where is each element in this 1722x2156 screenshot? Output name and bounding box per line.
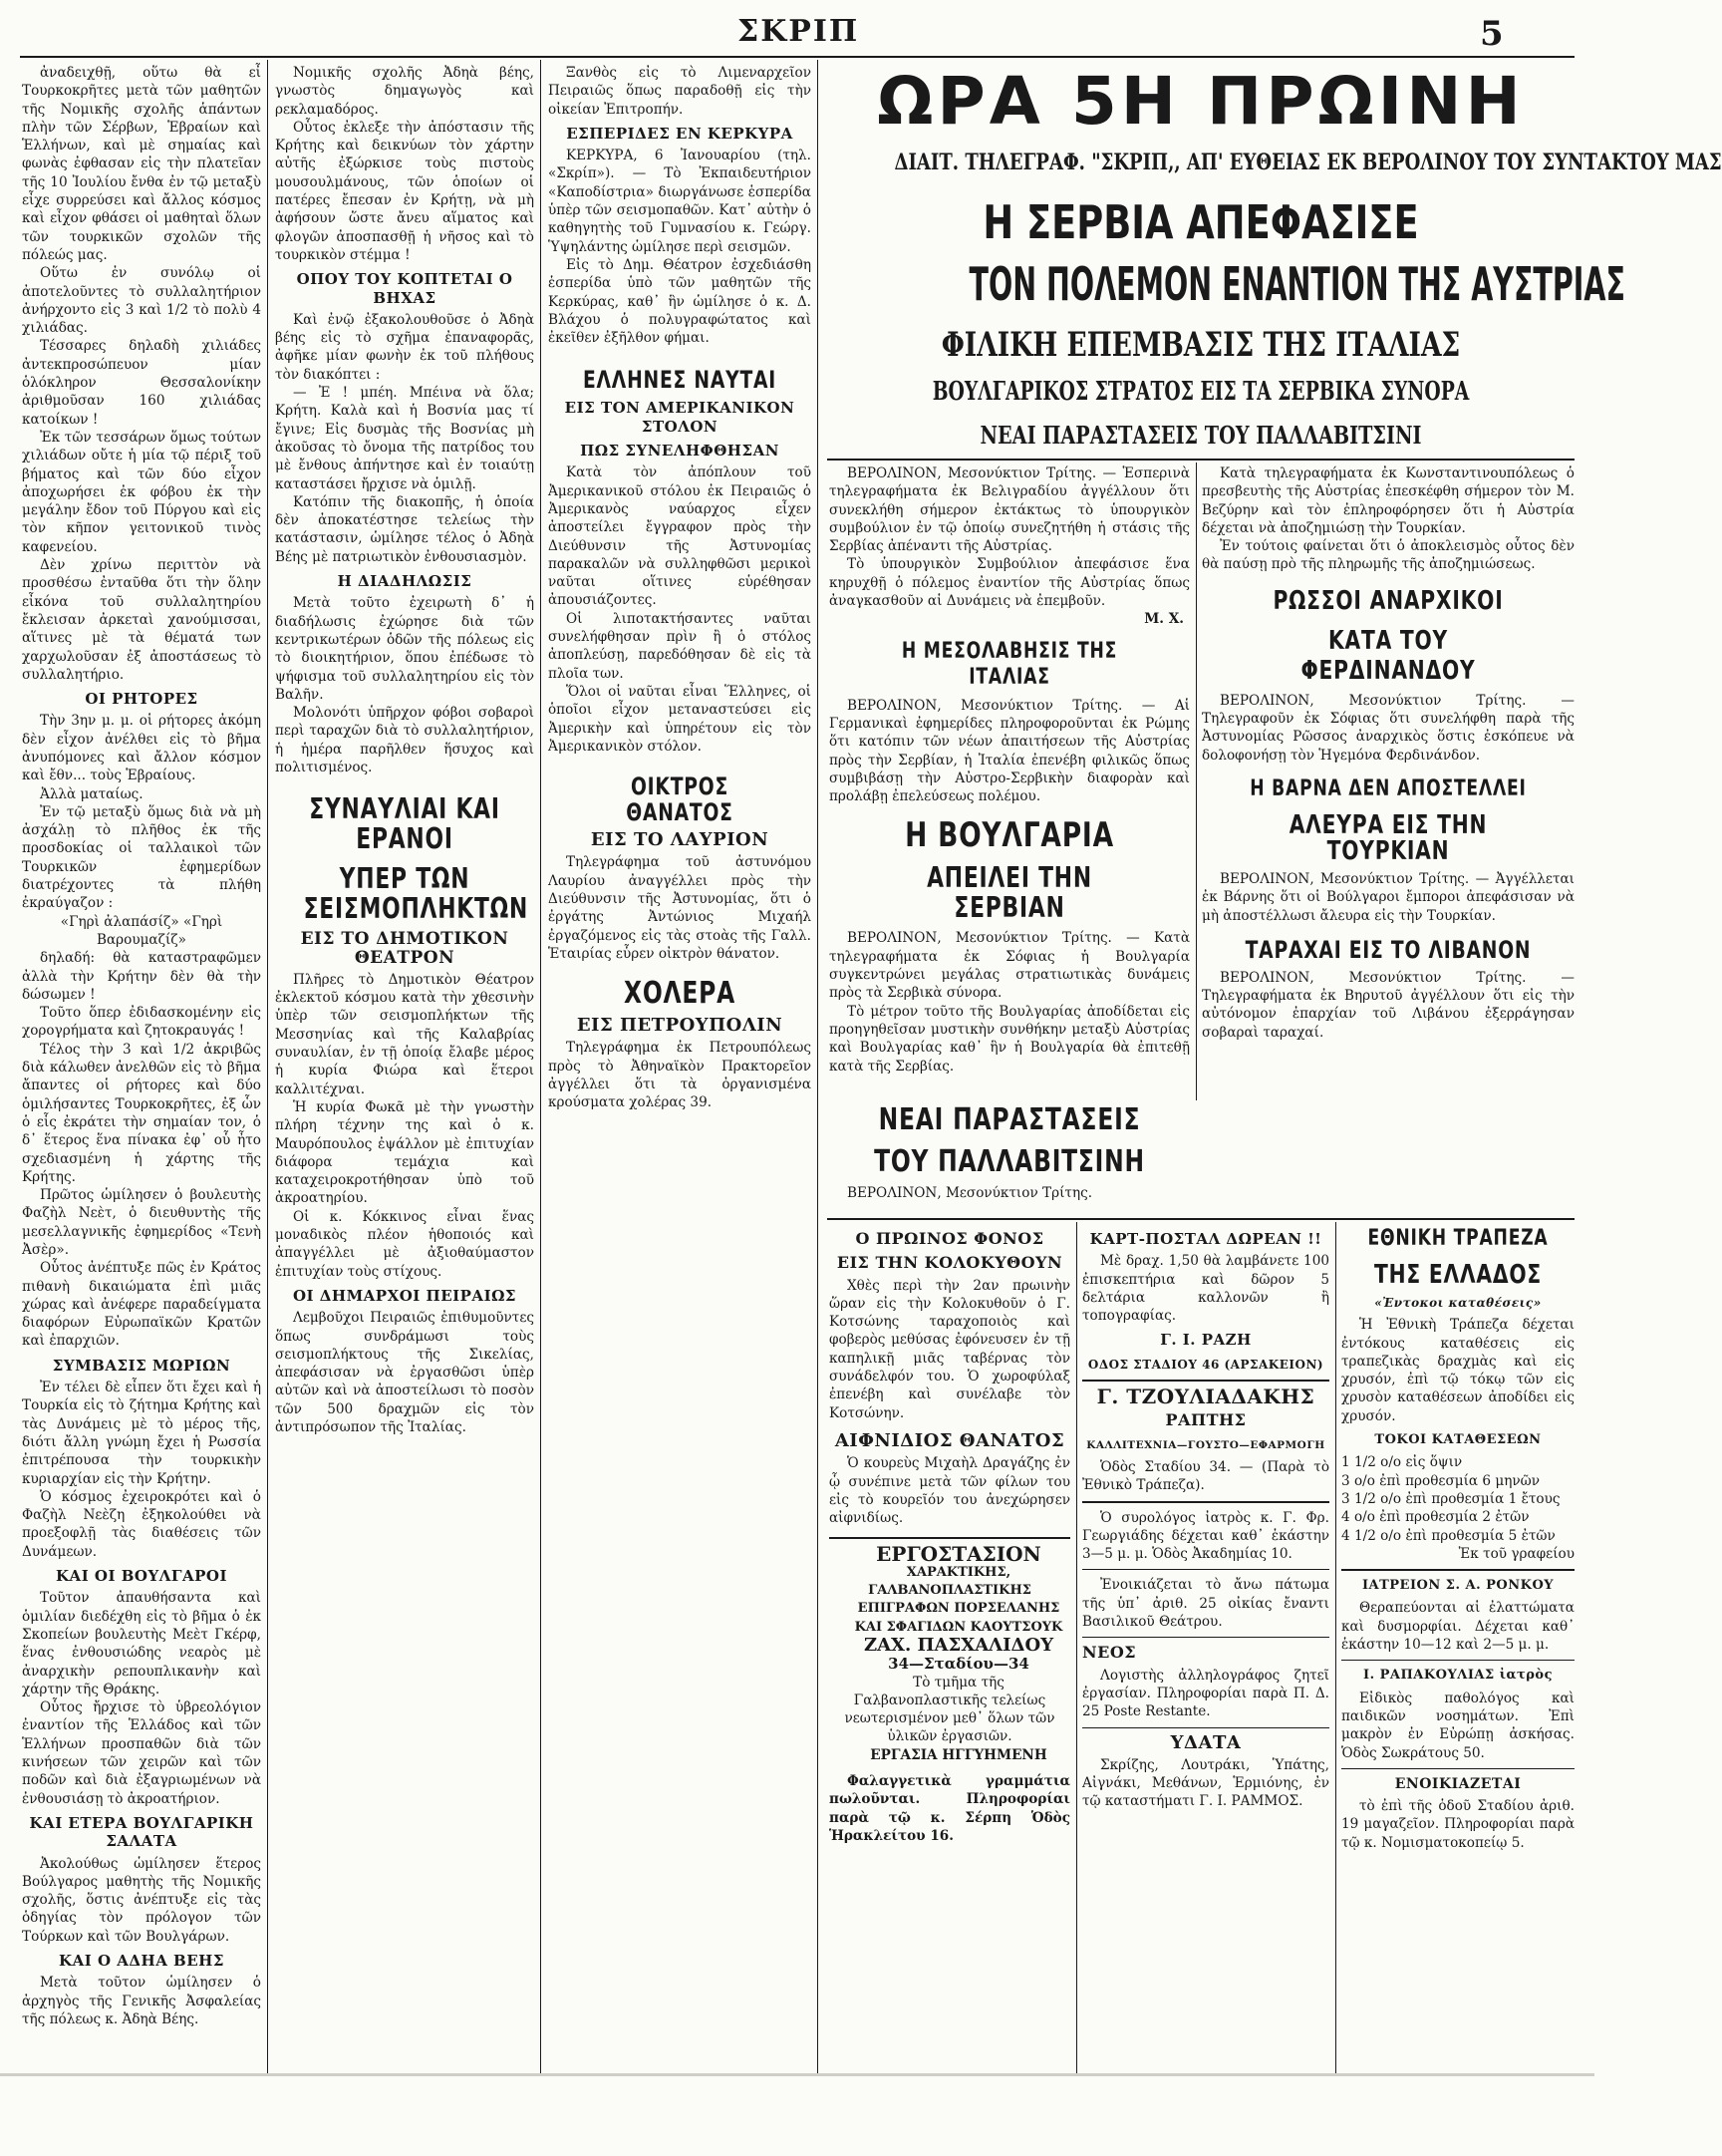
section-heading: ΚΑΡΤ-ΠΟΣΤΑΛ ΔΩΡΕΑΝ !! [1089,1230,1322,1248]
page-number: 5 [1480,14,1504,54]
section-heading: ΟΔΟΣ ΣΤΑΔΙΟΥ 46 (ΑΡΣΑΚΕΙΟΝ) [1087,1357,1324,1372]
column-divider [540,60,541,2073]
article-paragraph: Οὗτος ἀνέπτυξε πῶς ἐν Κράτος πιθανὴ δικαιώματα ἐπὶ μιᾶς χώρας καὶ ἀνέφερε παραδείγματα διαφόρων Εὐρωπαϊκῶν Κρατῶν καὶ ἐπαρχιῶν. [22,1260,261,1350]
rate-row: 3 1/2 ο/ο ἐπὶ προθεσμία 1 ἔτους [1341,1490,1561,1507]
section-heading: ΟΙ ΡΗΤΟΡΕΣ [85,690,198,709]
article-paragraph: Δὲν χρίνω περιττὸν νὰ προσθέσω ἐνταῦθα ὅτι τὴν ὅλην εἶκόνα τοῦ συλλαλητηρίου ἔκλεισαν ἀρκεταὶ χανούμισσαι, αἵτινες μὲ τὰ θέματά των χαρχωλοῦσαν ἐξ ἀποστάσεως τὸ συλλαλητήριο. [22,557,261,683]
article-headline: ΡΩΣΣΟΙ ΑΝΑΡΧΙΚΟΙ [1273,585,1504,616]
rate-row: 4 1/2 ο/ο ἐπὶ προθεσμία 5 ἐτῶν [1341,1527,1556,1544]
article-paragraph: Τοῦτο ὅπερ ἐδιδασκομένην εἰς χορογρήματα καὶ ζητοκραυγάς ! [22,1005,261,1040]
section-heading: ΑΙΦΝΙΔΙΟΣ ΘΑΝΑΤΟΣ [834,1429,1065,1451]
article-paragraph: Χθὲς περὶ τὴν 2αν πρωινὴν ὥραν εἰς τὴν Κολοκυθοῦν ὁ Γ. Κοτσώνης ταραχοποιὸς καὶ φοβερὸς μεθύσας ἐφόνευσεν ἐν τῇ καπηλικῇ μιᾶς ταβέρνας τὸν συνάδελφόν του. Ὁ χωροφύλαξ ἐπενέβη καὶ συνέλαβε τὸν Κοτσώνην. [829,1277,1070,1421]
article-headline: ΣΥΝΑΥΛΙΑΙ ΚΑΙ ΕΡΑΝΟΙ [309,792,500,856]
article-headline: ΧΟΛΕΡΑ [624,976,735,1012]
article-headline: ΕΘΝΙΚΗ ΤΡΑΠΕΖΑ [1367,1226,1549,1251]
article-paragraph: Τοῦτον ἀπαυθήσαντα καὶ ὁμιλίαν διεδέχθη εἰς τὸ βῆμα ὁ ἐκ Σκοπείων βουλευτὴς Μεὲτ Γκέρφ, ἕνας ἐνθουσιώδης νεαρὸς μὲ ἀναρχικὴν ρεπουπλικανὴν καὶ χάρτην τῆς Θράκης. [22,1590,261,1697]
headline-rule [827,459,1575,461]
classified: Εἰδικὸς παθολόγος καὶ παιδικῶν νοσημάτων. Ἐπὶ μακρὸν ἐν Εὐρώπῃ ἀσκήσας. Ὁδὸς Σωκράτους 50. [1341,1690,1575,1761]
column-divider [1196,462,1197,1100]
section-heading: ΚΑΙ ΟΙ ΒΟΥΛΓΑΡΟΙ [56,1567,227,1586]
workshop-ad [829,1537,1070,1764]
article-paragraph: Πρῶτος ὡμίλησεν ὁ βουλευτὴς Φαζὴλ Νεὲτ, ὁ διευθυντὴς τῆς μεσελλαγνικῆς ἐφημερίδος «Τενὴ Ἀσὲρ». [22,1187,261,1258]
ad-text: Ἐκ τοῦ γραφείου [1458,1545,1575,1562]
ad-owner: ΖΑΧ. ΠΑΣΧΑΛΙΔΟΥ [863,1634,1054,1656]
article-paragraph: Τὴν 3ην μ. μ. οἱ ρήτορες ἀκόμη δὲν εἶχον ἀνέλθει εἰς τὸ βῆμα ἀνυπόμονες καὶ ἄλλον κόσμον καὶ ἔθν... τοὺς Ἑβραίους. [22,713,261,784]
article-headline: ΕΛΛΗΝΕΣ ΝΑΥΤΑΙ [582,366,777,395]
article-paragraph: ΒΕΡΟΛΙΝΟΝ, Μεσονύκτιον Τρίτης. — Τηλεγραφοῦν ἐκ Σόφιας ὅτι συνελήφθη παρὰ τῆς Ἀστυνομίας Ρῶσσος ἀναρχικὸς ὅστις ἐσκόπευε νὰ δολοφονήσῃ τὸν Ἡγεμόνα Φερδινάνδον. [1202,692,1575,764]
ad-line: ΧΑΡΑΚΤΙΚΗΣ, ΓΑΛΒΑΝΟΠΛΑΣΤΙΚΗΣ [868,1564,1031,1599]
classified: Ὁ συρολόγος ἰατρὸς κ. Γ. Φρ. Γεωργιάδης δέχεται καθ᾽ ἑκάστην 3—5 μ. μ. Ὁδὸς Ἀκαδημίας 10. [1082,1509,1329,1563]
article-paragraph: Κατόπιν τῆς διακοπῆς, ἡ ὁποία δὲν ἀποκατέστησε τελείως τὴν κατάστασιν, ὡμίλησε τέλος ὁ Ἀδηὰ Βέης μὲ πατριωτικὸν ἐνθουσιασμὸν. [275,493,534,565]
section-heading: ΕΣΠΕΡΙΔΕΣ ΕΝ ΚΕΡΚΥΡΑ [566,124,793,143]
article-paragraph: Καὶ ἐνῷ ἐξακολουθοῦσε ὁ Ἀδηὰ βέης εἰς τὸ σχῆμα ἐπαναφορᾶς, ἀφῆκε μίαν φωνὴν ἐκ τοῦ πλήθους τὸν διακόπτει : [275,311,534,383]
ad-text: ΕΡΓΑΣΙΑ ΗΓΓΥΗΜΕΝΗ [870,1746,1047,1763]
lower-column-left [829,1224,1070,2071]
section-heading: ΡΑΠΤΗΣ [1165,1410,1247,1430]
article-paragraph: Τέλος τὴν 3 καὶ 1/2 ἀκριβῶς διὰ κάλωθεν ἀνελθῶν εἰς τὸ βῆμα ἄπαντες οἱ ρήτορες καὶ δύο ὁμιλήσαντες Τουρκοκρῆτες, ἐξ ὧν ὁ εἷς ἐκράτει τὴν σημαίαν τον, ὁ δ᾽ ἕτερος ἕνα πίνακα ἐφ᾽ οὗ ἦτο σχεδιασμένη ἡ χάρτης τῆς Κρήτης. [22,1041,261,1185]
article-paragraph: Οὗτος ἤρχισε τὸ ὑβρεολόγιον ἐναντίον τῆς Ἑλλάδος καὶ τῶν Ἑλλήνων προσπαθῶν διὰ τῶν κινήσεων τῶν χειρῶν καὶ τῶν ποδῶν καὶ διὰ ἐξαγριωμένων νὰ ἐνθουσιάσῃ τὸ ἀκροατήριον. [22,1699,261,1807]
article-headline: Η ΜΕΣΟΛΑΒΗΣΙΣ ΤΗΣ ΙΤΑΛΙΑΣ [901,638,1118,690]
article-paragraph: Ἐν τούτοις φαίνεται ὅτι ὁ ἀποκλεισμὸς οὗτος δὲν θὰ παύσῃ πρὸ τῆς πληρωμῆς τῆς ἀποζημιώσεως. [1202,538,1575,573]
section-heading: «Ἐντοκοι καταθέσεις» [1374,1296,1542,1310]
lower-column-middle [1082,1224,1329,2071]
column-3 [548,64,811,2067]
article-paragraph: — Ἐ ! μπέη. Μπέινα νὰ ὅλα; Κρήτη. Καλὰ καὶ ἡ Βοσνία μας τί ἔγινε; Εἰς δυσμὰς τῆς Βοσνίας μὴ ἀκοῦσας τὸ ὄνομα τῆς πατρίδος του μὲ ἔνθους ἀπήντησε καὶ ἐν τοιαύτῃ καταστάσει ἤρχισε νὰ ὁμιλῇ. [275,385,534,492]
column-2 [275,64,534,2067]
article-paragraph: ΒΕΡΟΛΙΝΟΝ, Μεσονύκτιον Τρίτης. — Ἀγγέλλεται ἐκ Βάρνης ὅτι οἱ Βούλγαροι ἔμποροι ἀπεφάσισαν νὰ μὴ ἀποστέλλωσι ἄλευρα εἰς τὴν Τουρκίαν. [1202,870,1575,924]
article-paragraph: Οἱ λιποτακτήσαντες ναῦται συνελήφθησαν πρὶν ἢ ὁ στόλος ἀποπλεύσῃ, παρεδόθησαν δὲ εἰς τὰ πλοῖα των. [548,610,811,682]
article-paragraph: Τὸ ὑπουργικὸν Συμβούλιον ἀπεφάσισε ἕνα κηρυχθῇ ὁ πόλεμος ἐναντίον τῆς Αὐστρίας ὅπως ἀναγκασθοῦν αἱ Δυνάμεις νὰ ἐπεμβοῦν. [829,556,1190,610]
article-paragraph: Ὁ κουρεὺς Μιχαὴλ Δραγάζης ἐν ᾧ συνέπινε μετὰ τῶν φίλων του εἰς τὸ κουρεῖόν του ἀνεχώρησεν αἰφνιδίως. [829,1455,1070,1527]
article-paragraph: ΚΕΡΚΥΡΑ, 6 Ἰανουαρίου (τηλ. «Σκρίπ»). — Τὸ Ἐκπαιδευτήριον «Καποδίστρια» διωργάνωσε ἑσπερίδα ὑπὲρ τῶν σεισμοπαθῶν. Κατ᾽ αὐτὴν ὁ καθηγητὴς τοῦ Γυμνασίου κ. Γεώργ. Ὑψηλάντης ὡμίλησε περὶ σεισμῶν. [548,148,811,255]
column-1 [22,64,261,2067]
main-headline-1: Η ΣΕΡΒΙΑ ΑΠΕΦΑΣΙΣΕ [983,195,1419,249]
article-paragraph: Ἐν τέλει δὲ εἶπεν ὅτι ἔχει καὶ ἡ Τουρκία εἰς τὸ ζήτημα Κρήτης καὶ τὰς Δυνάμεις μὲ τὸ μέρος τῆς, διότι ἄλλη γνώμη ἔχει ἡ Ρωσσία ἐπιτρέπουσα τὴν τουρκικὴν κυριαρχίαν εἰς τὴν Κρήτην. [22,1380,261,1487]
article-headline: ΤΗΣ ΕΛΛΑΔΟΣ [1373,1260,1543,1290]
section-heading: Ο ΠΡΩΙΝΟΣ ΦΟΝΟΣ [855,1229,1044,1248]
article-paragraph: Μολονότι ὑπῆρχον φόβοι σοβαροὶ περὶ ταραχῶν διὰ τὸ συλλαλητήριον, ἡ ἡμέρα παρῆλθεν ἥσυχος καὶ πολιτισμένος. [275,705,534,775]
article-paragraph: Τηλεγράφημα τοῦ ἀστυνόμου Λαυρίου ἀναγγέλλει πρὸς τὴν Διεύθυνσιν τῆς Ἀστυνομίας, ὅτι ὁ ἐργάτης Ἀντώνιος Μιχαήλ ἐργαζόμενος εἰς τὰς στοὰς τῆς Γαλλ. Ἑταιρίας εὗρεν οἰκτρὸν θάνατον. [548,854,811,962]
article-paragraph: Ὅλοι οἱ ναῦται εἶναι Ἕλληνες, οἱ ὁποῖοι εἶχον μεταναστεύσει εἰς Ἀμερικὴν καὶ ὑπηρέτουν εἰς τὸν Ἀμερικανικὸν στόλον. [548,683,811,755]
article-headline: ΑΛΕΥΡΑ ΕΙΣ ΤΗΝ ΤΟΥΡΚΙΑΝ [1289,809,1488,866]
article-paragraph: ΒΕΡΟΛΙΝΟΝ, Μεσονύκτιον Τρίτης. — Ἑσπερινὰ τηλεγραφήματα ἐκ Βελιγραδίου ἀγγέλλουν ὅτι συνεκλήθη σήμερον ἐκτάκτως τὸ ὑπουργικὸν συμβούλιον ἐν τῷ ὁποίῳ συνεζητήθη ἡ στάσις τῆς Σερβίας ἀπέναντι τῆς Αὐστρίας. [829,465,1190,555]
article-paragraph: Νομικῆς σχολῆς Ἀδηὰ βέης, γνωστὸς δημαγωγὸς καὶ ρεκλαμαδόρος. [275,65,534,118]
section-heading: ΙΑΤΡΕΙΟΝ Σ. Α. ΡΟΝΚΟΥ [1361,1578,1555,1594]
section-heading: ΟΙ ΔΗΜΑΡΧΟΙ ΠΕΙΡΑΙΩΣ [292,1286,517,1305]
section-heading: ΕΙΣ ΠΕΤΡΟΥΠΟΛΙΝ [576,1015,783,1037]
article-paragraph: Ξανθὸς εἰς τὸ Λιμεναρχεῖον Πειραιῶς ὅπως παραδοθῇ εἰς τὴν οἰκείαν Ἐπιτροπήν. [548,65,811,118]
serbia-column-left [829,464,1190,1102]
column-divider [1076,1222,1077,2073]
section-heading: ΚΑΙ Ο ΑΔΗΑ ΒΕΗΣ [59,1951,224,1970]
masthead-rule [20,56,1575,58]
article-paragraph: «Γηρὶ ἀλαπάσίζ» «Γηρὶ Βαρουμαζίζ» [60,913,223,948]
article-paragraph: Μετὰ τοῦτον ὡμίλησεν ὁ ἀρχηγὸς τῆς Γενικῆς Ἀσφαλείας τῆς πόλεως κ. Ἀδηὰ Βέης. [22,1975,261,2027]
article-headline: ΑΠΕΙΛΕΙ ΤΗΝ ΣΕΡΒΙΑΝ [927,861,1092,925]
article-paragraph: Οἱ κ. Κόκκινος εἶναι ἕνας μοναδικὸς πλέον ἡθοποιός καὶ ἀπαγγέλλει μὲ ἀξιοθαύμαστον ἐπιτυχίαν τοὺς στίχους. [275,1208,534,1280]
article-paragraph: Ἀλλὰ ματαίως. [40,785,144,802]
newspaper-title: ΣΚΡΙΠ [737,14,860,49]
classified: Ἐνοικιάζεται τὸ ἄνω πάτωμα τῆς ὑπ᾽ ἀριθ. 25 οἰκίας ἔναντι Βασιλικοῦ Θεάτρου. [1082,1577,1329,1631]
article-paragraph: Κατὰ τηλεγραφήματα ἐκ Κωνσταντινουπόλεως ὁ πρεσβευτὴς τῆς Αὐστρίας ἐπεσκέφθη σήμερον τὸν Μ. Βεζύρην καὶ τὸν ἐπληροφόρησεν ὅτι ἡ Αὐστρία δέχεται νὰ ἀποζημιώσῃ τὴν Τουρκίαν. [1202,465,1575,536]
ad-title: ΕΡΓΟΣΤΑΣΙΟΝ [876,1542,1041,1567]
article-paragraph: Οὗτος ἐκλεξε τὴν ἀπόστασιν τῆς Κρήτης καὶ δεικνύων τὸν χάρτην αὐτῆς ἐξώρκισε τοὺς πιστοὺς μουσουλμάνους, τῶν ὁποίων οἱ πατέρες ἔπεσαν ἐν Κρήτῃ, νὰ μὴ ἀφήσουν ὥστε ἄνευ αἵματος καὶ φλογῶν ἀποσπασθῇ ἡ νῆσος καὶ τὸ τουρκικὸν στέμμα ! [275,119,534,263]
article-headline: ΤΟΥ ΠΑΛΛΑΒΙΤΣΙΝΗ [874,1144,1145,1179]
article-headline: Η ΒΟΥΛΓΑΡΙΑ [905,815,1114,856]
article-paragraph: Ἡ κυρία Φωκᾶ μὲ τὴν γνωστὴν πλήρη τέχνην της καὶ ὁ κ. Μαυρόπουλος ἐψάλλον μὲ ἐπιτυχίαν διάφορα τεμάχια καὶ καταχειροκροτήθησαν ὑπὸ τοῦ ἀκροατηρίου. [275,1098,534,1207]
article-paragraph: Ἐν τῷ μεταξὺ ὅμως διὰ νὰ μὴ ἀσχάλῃ τὸ πλῆθος ἐκ τῆς προσδοκίας οἱ ταλλαικοὶ τῶν Τουρκικῶν ἐφημερίδων διατρέχοντες τὰ πλήθη ἐκραύγαζον : [22,803,261,912]
ad-text: Μὲ δραχ. 1,50 θὰ λαμβάνετε 100 ἐπισκεπτήρια καὶ δῶρον 5 δελτάρια καλλονῶν ἢ τοπογραφίας. [1082,1253,1329,1325]
article-paragraph: ΒΕΡΟΛΙΝΟΝ, Μεσονύκτιον Τρίτης. — Αἱ Γερμανικαὶ ἐφημερίδες πληροφοροῦνται ἐκ Ρώμης ὅτι κατόπιν τῶν νέων ἀπαιτήσεων τῆς Αὐστρίας πρὸς τὴν Σερβίαν, ἡ Ἰταλία ἐπενέβη φιλικῶς ὅπως συμβιβάσῃ τὴν Αὐστρο-Σερβικὴν διαφορὰν καὶ προλάβῃ ἐπελεύσεως πολέμου. [829,697,1190,805]
section-heading: ΟΠΟΥ ΤΟΥ ΚΟΠΤΕΤΑΙ Ο ΒΗΧΑΣ [296,270,513,307]
section-heading: ΕΙΣ ΤΟ ΔΗΜΟΤΙΚΟΝ ΘΕΑΤΡΟΝ [300,929,509,968]
page-fold [0,2073,1594,2076]
section-heading: ΝΕΟΣ [1082,1643,1137,1663]
article-headline: ΟΙΚΤΡΟΣ ΘΑΝΑΤΟΣ [626,772,733,827]
main-headline-3: ΦΙΛΙΚΗ ΕΠΕΜΒΑΣΙΣ ΤΗΣ ΙΤΑΛΙΑΣ [941,325,1461,365]
main-headline-2: ΤΟΝ ΠΟΛΕΜΟΝ ΕΝΑΝΤΙΟΝ ΤΗΣ ΑΥΣΤΡΙΑΣ [969,257,1625,311]
classified: Λογιστὴς ἀλληλογράφος ζητεῖ ἐργασίαν. Πληροφορίαι παρὰ Π. Δ. 25 Poste Restante. [1082,1667,1329,1720]
column-divider [1335,1222,1336,2073]
rate-row: 4 ο/ο ἐπὶ προθεσμία 2 ἐτῶν [1341,1509,1530,1526]
article-headline: ΚΑΤΑ ΤΟΥ ΦΕΡΔΙΝΑΝΔΟΥ [1300,625,1476,686]
column-divider [267,60,268,2073]
section-heading: Γ. ΤΖΟΥΛΙΑΔΑΚΗΣ [1096,1385,1315,1409]
rate-row: 1 1/2 ο/ο εἰς ὅψιν [1341,1454,1463,1471]
article-headline: ΤΑΡΑΧΑΙ ΕΙΣ ΤΟ ΛΙΒΑΝΟΝ [1245,935,1532,964]
top-headline: ΩΡΑ 5Η ΠΡΩΙΝΗ [877,63,1525,140]
article-headline: ΥΠΕΡ ΤΩΝ ΣΕΙΣΜΟΠΛΗΚΤΩΝ [303,862,529,926]
signature: Μ. Χ. [1144,611,1184,628]
article-paragraph: ΒΕΡΟΛΙΝΟΝ, Μεσονύκτιον Τρίτης. — Κατὰ τηλεγραφήματα ἐκ Σόφιας ἡ Βουλγαρία συγκεντρώνει μεγάλας στρατιωτικὰς δυνάμεις πρὸς τὰ Σερβικὰ σύνορα. [829,930,1190,1002]
article-paragraph: Κατὰ τὸν ἀπόπλουν τοῦ Ἀμερικανικοῦ στόλου ἐκ Πειραιῶς ὁ Ἀμερικανὸς ναύαρχος εἶχεν ἀποστείλει ἔγγραφον πρὸς τὴν Διεύθυνσιν τῆς Ἀστυνομίας παρακαλῶν νὰ συλληφθῶσι μερικοὶ ναῦται οἵτινες εὑρέθησαν ἀπουσιάζοντες. [548,464,811,609]
article-paragraph: Ἐκ τῶν τεσσάρων ὅμως τούτων χιλιάδων οὔτε ἡ μία τῷ πέριξ τοῦ βήματος καὶ τῶν δύο εἶχον ἀποχωρήσει ἐκ φόβου ἐκ τὴν μεγάλην ἔδον τοῦ Πύργου καὶ εἰς τὸν κῆπον γειτονικοῦ τινὸς καφενείου. [22,429,261,555]
article-paragraph: Πλῆρες τὸ Δημοτικὸν Θέατρον ἐκλεκτοῦ κόσμου κατὰ τὴν χθεσινὴν ὑπὲρ τῶν σεισμοπλήκτων τῆς Μεσσηνίας καὶ τῆς Καλαβρίας συναυλίαν, ἐν τῇ ὁποίᾳ ἔλαβε μέρος ἡ κυρία Φιώρα καὶ ἕτεροι καλλιτέχναι. [275,971,534,1097]
section-heading: ΕΝΟΙΚΙΑΖΕΤΑΙ [1394,1775,1522,1792]
article-paragraph: Λεμβοῦχοι Πειραιῶς ἐπιθυμοῦντες ὅπως συνδράμωσι τοὺς σεισμοπλήκτους τῆς Σικελίας, ἀπεφάσισαν νὰ ἐργασθῶσι ὑπὲρ αὐτῶν καὶ νὰ ἀποστείλωσι τὸ ποσὸν τῶν 500 δραχμῶν εἰς τὸν ἀντιπρόσωπον τῆς Ἰταλίας. [275,1310,534,1435]
article-headline: ΝΕΑΙ ΠΑΡΑΣΤΑΣΕΙΣ [878,1102,1141,1137]
classified: Θεραπεύονται αἱ ἐλαττώματα καὶ δυσμορφίαι. Δέχεται καθ᾽ ἑκάστην 10—12 καὶ 2—5 μ. μ. [1341,1600,1575,1654]
article-paragraph: Οὕτω ἐν συνόλῳ οἱ ἀποτελοῦντες τὸ συλλαλητήριον ἀνήρχοντο εἰς 3 καὶ 1/2 τὸ πολὺ 4 χιλιάδας. [22,265,261,337]
section-heading: ΚΑΛΛΙΤΕΧΝΙΑ—ΓΟΥΣΤΟ—ΕΦΑΡΜΟΓΗ [1086,1438,1325,1451]
section-heading: ΤΟΚΟΙ ΚΑΤΑΘΕΣΕΩΝ [1374,1432,1542,1448]
article-paragraph: Ὁ κόσμος ἐχειροκρότει καὶ ὁ Φαζὴλ Νεὲζη ἐξηκολούθει νὰ προεξοφλῇ τὰς διαθέσεις τῶν Δυνάμεων. [22,1488,261,1560]
article-paragraph: Τέσσαρες δηλαδὴ χιλιάδες ἀντεκπροσώπευον μίαν ὁλόκληρον Θεσσαλονίκην ἀριθμοῦσαν 160 χιλιάδας κατοίκων ! [22,338,261,428]
rate-row: 3 ο/ο ἐπὶ προθεσμία 6 μηνῶν [1341,1472,1540,1489]
article-paragraph: Μετὰ τοῦτο ἐχειρωτὴ δ᾽ ἡ διαδήλωσις ἐχώρησε διὰ τῶν κεντρικωτέρων ὁδῶν τῆς πόλεως εἰς τὸ διοικητήριον, ὅπου ἐπέδωσε τὸ ψήφισμα τοῦ συλλαλητηρίου εἰς τὸν Βαλῆν. [275,595,534,703]
telegraph-line: ΔΙΑΙΤ. ΤΗΛΕΓΡΑΦ. "ΣΚΡΙΠ,, ΑΠ' ΕΥΘΕΙΑΣ ΕΚ ΒΕΡΟΛΙΝΟΥ ΤΟΥ ΣΥΝΤΑΚΤΟΥ ΜΑΣ [894,150,1722,175]
main-headline-5: ΝΕΑΙ ΠΑΡΑΣΤΑΣΕΙΣ ΤΟΥ ΠΑΛΛΑΒΙΤΣΙΝΙ [980,421,1422,450]
masthead [0,14,1594,54]
article-paragraph: Τηλεγράφημα ἐκ Πετρουπόλεως πρὸς τὸ Ἀθηναϊκὸν Πρακτορεῖον ἀγγέλλει ὅτι τὰ ὀργανισμένα κρούσματα χολέρας 39. [548,1040,811,1111]
ad-line: ΚΑΙ ΣΦΑΓΙΔΩΝ ΚΑΟΥΤΣΟΥΚ [854,1619,1063,1635]
article-paragraph: Τὸ μέτρον τοῦτο τῆς Βουλγαρίας ἀποδίδεται εἰς προηγηθεῖσαν μυστικὴν συνθήκην μεταξὺ Αὐστρίας καὶ Βουλγαρίας καθ᾽ ἣν ἡ Βουλγαρία θὰ ἐπιτεθῇ κατὰ τῆς Σερβίας. [829,1003,1190,1075]
classified: Φαλαγγετικὰ γραμμάτια πωλοῦνται. Πληροφορίαι παρὰ τῷ κ. Σέρπη Ὁδὸς Ἡρακλείτου 16. [829,1773,1070,1844]
article-paragraph: ἀναδειχθῇ, οὕτω θὰ εἶ Τουρκοκρῆτες μετὰ τῶν μαθητῶν τῆς Νομικῆς σχολῆς ἁπάντων πλὴν τῶν Σέρβων, Ἑβραίων καὶ Ἑλλήνων, καὶ μὲ σημαίας καὶ φωνὰς ἐφθασαν εἰς τὴν πλατεῖαν τῆς 10 Ἰουλίου ἔνθα ἐν τῷ μεταξὺ εἶχε συρρεύσει καὶ ἄλλος κόσμος καὶ εἶχον φθάσει οἱ μαθηταὶ ὅλων τῶν τουρκικῶν σχολῶν τῆς πόλεώς μας. [22,65,261,263]
section-heading: ΕΙΣ ΤΟΝ ΑΜΕΡΙΚΑΝΙΚΟΝ ΣΤΟΛΟΝ [564,399,795,436]
section-heading: ΠΩΣ ΣΥΝΕΛΗΦΘΗΣΑΝ [580,442,779,461]
article-paragraph: Ἀκολούθως ὡμίλησεν ἕτερος Βούλγαρος μαθητὴς τῆς Νομικῆς σχολῆς, ὅστις ἀνέπτυξε εἰς τὰς ὁδηγίας τὸν πρόλογον τῶν Τούρκων καὶ τῶν Βουλγάρων. [22,1855,261,1945]
ad-line: ΕΠΙΓΡΑΦΩΝ ΠΟΡΣΕΛΑΝΗΣ [857,1601,1060,1617]
ad-text: Ὁδὸς Σταδίου 34. — (Παρὰ τὸ Ἐθνικὸ Τράπεζα). [1082,1458,1329,1494]
section-heading: ΕΙΣ ΤΗΝ ΚΟΛΟΚΥΘΟΥΝ [836,1253,1063,1273]
section-heading: Η ΔΙΑΔΗΛΩΣΙΣ [337,572,472,591]
pallavicini-block [829,1102,1190,1212]
classified: τὸ ἐπὶ τῆς ὁδοῦ Σταδίου ἀριθ. 19 μαγαζεῖον. Πληροφορίαι παρὰ τῷ κ. Νομισματοκοπείῳ 5. [1341,1798,1575,1851]
ad-address: 34—Σταδίου—34 [888,1655,1029,1674]
ad-text: Τὸ τμῆμα τῆς Γαλβανοπλαστικῆς τελείως νεωτερισμένον μεθ᾽ ὅλων τῶν ὑλικῶν ἐργασιῶν. [844,1674,1055,1745]
section-heading: ΚΑΙ ΕΤΕΡΑ ΒΟΥΛΓΑΡΙΚΗ ΣΑΛΑΤΑ [29,1813,254,1851]
section-heading: Ι. ΡΑΠΑΚΟΥΛΙΑΣ ἰατρὸς [1362,1668,1553,1684]
section-rule [827,1218,1575,1220]
classified: Σκρίζης, Λουτράκι, Ὑπάτης, Αἰγνάκι, Μεθάνων, Ἑρμιόνης, ἐν τῷ καταστήματι Γ. Ι. ΡΑΜΜΟΣ. [1082,1756,1329,1810]
main-headline-4: ΒΟΥΛΓΑΡΙΚΟΣ ΣΤΡΑΤΟΣ ΕΙΣ ΤΑ ΣΕΡΒΙΚΑ ΣΥΝΟΡΑ [932,377,1470,407]
article-paragraph: δηλαδή: θὰ καταστραφῶμεν ἀλλὰ τὴν Κρήτην δὲν θὰ τὴν δώσωμεν ! [22,950,261,1003]
lower-column-right [1341,1224,1575,2071]
ad-text: Ἡ Ἐθνικὴ Τράπεζα δέχεται ἐντόκους καταθέσεις εἰς τραπεζικὰς δραχμὰς καὶ εἰς χρυσόν, ἐπὶ τῷ τόκῳ τῶν εἰς χρυσὸν καταθέσεων ἀποδίδει εἰς χρυσόν. [1341,1317,1575,1424]
section-heading: Γ. Ι. ΡΑΖΗ [1160,1331,1252,1350]
serbia-column-right [1202,464,1575,1102]
article-headline: Η ΒΑΡΝΑ ΔΕΝ ΑΠΟΣΤΕΛΛΕΙ [1250,775,1527,801]
column-divider [817,60,818,2073]
article-paragraph: Εἰς τὸ Δημ. Θέατρον ἐσχεδιάσθη ἑσπερίδα ὑπὸ τῶν μαθητῶν τῆς Κερκύρας, καθ᾽ ἣν ὡμίλησε ὁ κ. Δ. Βλάχου ὁ πολυγραφώτατος καὶ ἐκεῖθεν ἐξῆλθον φήμαι. [548,256,811,347]
section-heading: ΕΙΣ ΤΟ ΛΑΥΡΙΟΝ [590,829,769,851]
section-heading: ΥΔΑΤΑ [1170,1731,1242,1753]
section-heading: ΣΥΜΒΑΣΙΣ ΜΩΡΙΩΝ [52,1356,231,1375]
article-paragraph: ΒΕΡΟΛΙΝΟΝ, Μεσονύκτιον Τρίτης. [847,1185,1093,1201]
article-paragraph: ΒΕΡΟΛΙΝΟΝ, Μεσονύκτιον Τρίτης. — Τηλεγραφήματα ἐκ Βηρυτοῦ ἀγγέλλουν ὅτι εἰς τὴν αὐτόνομον ἐπαρχίαν τοῦ Λιβάνου ἐξερράγησαν σοβαραὶ ταραχαί. [1202,969,1575,1041]
